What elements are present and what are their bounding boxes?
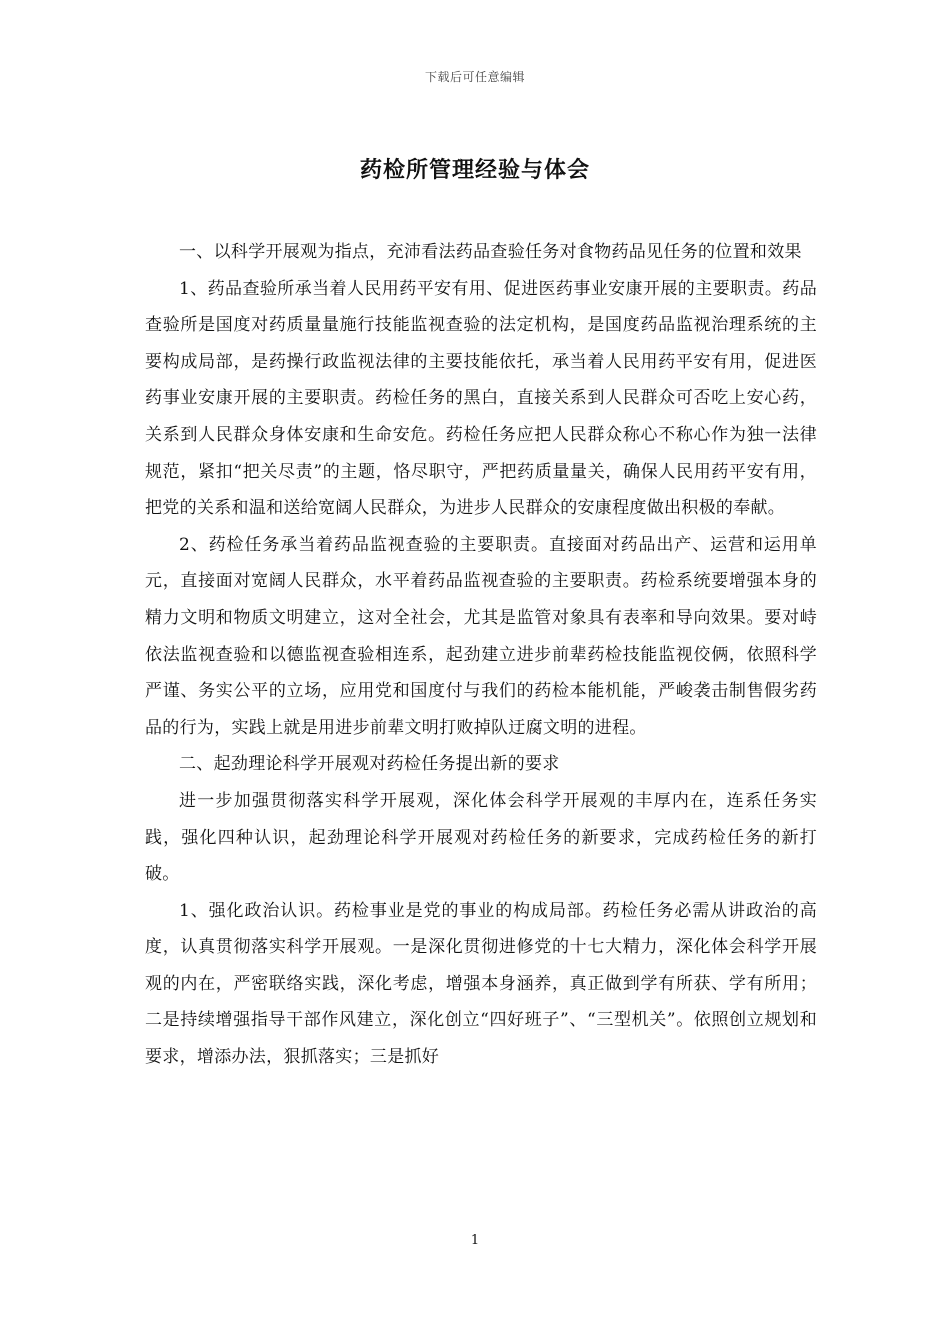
page-number: 1	[470, 1233, 480, 1248]
section-heading-2: 二、起劲理论科学开展观对药检任务提出新的要求	[179, 754, 560, 775]
paragraph-1-2: 2、药检任务承当着药品监视查验的主要职责。直接面对药品出产、运营和运用单元，直接面对宽阔人民群众，水平着药品监视查验的主要职责。药检系统要增强本身的精力文明和物质文明建立，这对全社会，尤其是监管对象具有表率和导向效果。要对峙依法监视查验和以德监视查验相连系，起劲建立进步前辈药检技能监视佼俩，依照科学严谨、务实公平的立场，应用党和国度付与我们的药检本能机能，严峻袭击制售假劣药品的行为，实践上就是用进步前辈文明打败掉队迂腐文明的进程。	[145, 534, 817, 738]
paragraph-2-intro: 进一步加强贯彻落实科学开展观，深化体会科学开展观的丰厚内在，连系任务实践，强化四种认识，起劲理论科学开展观对药检任务的新要求，完成药检任务的新打破。	[145, 790, 817, 885]
document-title: 药检所管理经验与体会	[359, 157, 590, 183]
header-note: 下载后可任意编辑	[424, 70, 525, 84]
document-body	[145, 234, 817, 1076]
paragraph-2-1: 1、强化政治认识。药检事业是党的事业的构成局部。药检任务必需从讲政治的高度，认真贯彻落实科学开展观。一是深化贯彻进修党的十七大精力，深化体会科学开展观的内在，严密联络实践，深化考虑，增强本身涵养，真正做到学有所获、学有所用；二是持续增强指导干部作风建立，深化创立“四好班子”、“三型机关”。依照创立规划和要求，增添办法，狠抓落实；三是抓好	[145, 900, 817, 1068]
paragraph-1-1: 1、药品查验所承当着人民用药平安有用、促进医药事业安康开展的主要职责。药品查验所是国度对药质量量施行技能监视查验的法定机构，是国度药品监视治理系统的主要构成局部，是药操行政监视法律的主要技能依托，承当着人民用药平安有用，促进医药事业安康开展的主要职责。药检任务的黑白，直接关系到人民群众可否吃上安心药，关系到人民群众身体安康和生命安危。药检任务应把人民群众称心不称心作为独一法律规范，紧扣“把关尽责”的主题，恪尽职守，严把药质量量关，确保人民用药平安有用，把党的关系和温和送给宽阔人民群众，为进步人民群众的安康程度做出积极的奉献。	[145, 278, 817, 519]
section-heading-1: 一、以科学开展观为指点，充沛看法药品查验任务对食物药品见任务的位置和效果	[179, 242, 802, 262]
